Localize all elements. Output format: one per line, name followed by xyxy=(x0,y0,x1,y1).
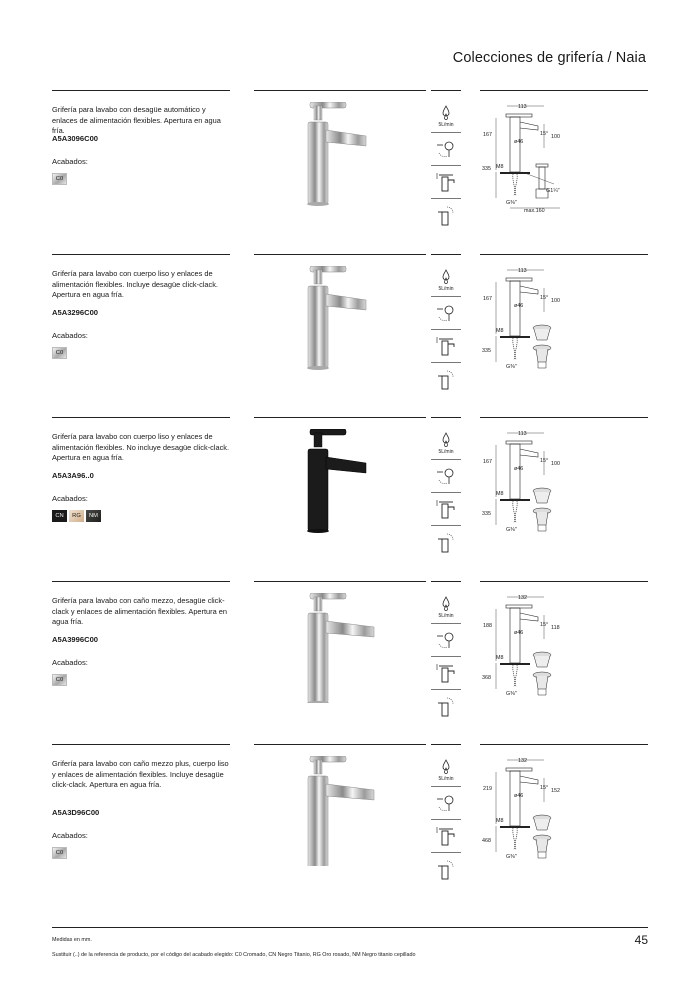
product-description: Grifería para lavabo con cuerpo liso y enlaces de alimentación flexibles. No incluye desagüe click-clack. Apertura en agua fría. xyxy=(52,432,230,463)
dim-max-length: max.160 xyxy=(524,208,545,214)
dim-spout: 152 xyxy=(551,788,560,794)
flow-rate-icon xyxy=(431,100,461,133)
dim-height: 167 xyxy=(483,296,492,302)
finishes-label: Acabados: xyxy=(52,831,88,840)
dim-thread: M8 xyxy=(496,328,504,334)
dim-diameter: ø46 xyxy=(514,630,524,636)
dim-angle: 15° xyxy=(540,131,549,137)
divider xyxy=(431,417,461,418)
dim-height: 167 xyxy=(483,132,492,138)
finish-swatch: CN xyxy=(52,510,67,522)
faucet-image xyxy=(290,429,390,539)
flow-rate-label: 5L/min xyxy=(438,448,454,455)
cold-opening-icon xyxy=(431,133,461,166)
finish-swatches xyxy=(52,674,67,686)
finish-swatches xyxy=(52,510,101,522)
technical-drawing xyxy=(480,591,570,711)
cold-opening-icon xyxy=(431,787,461,820)
divider xyxy=(254,90,426,91)
feature-icons xyxy=(431,754,461,885)
page-number: 45 xyxy=(634,933,648,947)
divider xyxy=(52,90,230,91)
faucet-image xyxy=(290,102,390,212)
rotation-angle-icon xyxy=(431,853,461,885)
faucet-image xyxy=(290,266,390,376)
dim-connection: G⅜" xyxy=(506,691,517,697)
divider xyxy=(254,254,426,255)
cold-opening-icon xyxy=(431,624,461,657)
finish-swatch: C0 xyxy=(52,347,67,359)
dim-spout: 100 xyxy=(551,134,560,140)
flow-rate-label: 5L/min xyxy=(438,612,454,619)
dim-angle: 15° xyxy=(540,622,549,628)
dim-connection: G⅜" xyxy=(506,364,517,370)
product-code: A5A3296C00 xyxy=(52,308,99,317)
divider xyxy=(431,254,461,255)
drain-drawing xyxy=(528,649,556,699)
finishes-label: Acabados: xyxy=(52,658,88,667)
footer-note-units: Medidas en mm. xyxy=(52,937,92,943)
dim-thread: M8 xyxy=(496,818,504,824)
mixer-lever-icon xyxy=(431,166,461,199)
drain-drawing xyxy=(528,812,556,862)
finishes-label: Acabados: xyxy=(52,157,88,166)
divider xyxy=(480,90,648,91)
divider xyxy=(480,744,648,745)
divider xyxy=(52,417,230,418)
feature-icons xyxy=(431,264,461,395)
technical-drawing xyxy=(480,427,570,547)
product-code: A5A3996C00 xyxy=(52,635,99,644)
rotation-angle-icon xyxy=(431,690,461,722)
dim-height: 219 xyxy=(483,786,492,792)
divider xyxy=(254,744,426,745)
cold-opening-icon xyxy=(431,297,461,330)
divider xyxy=(480,254,648,255)
divider xyxy=(480,417,648,418)
technical-drawing xyxy=(480,100,570,220)
finish-swatches xyxy=(52,347,67,359)
product-code: A5A3A96..0 xyxy=(52,471,94,480)
finishes-label: Acabados: xyxy=(52,331,88,340)
dim-length: 368 xyxy=(482,675,491,681)
finish-swatch: RG xyxy=(69,510,84,522)
page-title: Colecciones de grifería / Naia xyxy=(452,50,646,66)
product-section xyxy=(0,581,700,741)
dim-angle: 15° xyxy=(540,458,549,464)
dim-spout: 100 xyxy=(551,461,560,467)
feature-icons xyxy=(431,591,461,722)
product-description: Grifería para lavabo con cuerpo liso y enlaces de alimentación flexibles. Incluye desagüe click-clack. Apertura en agua fría. xyxy=(52,269,218,300)
dim-angle: 15° xyxy=(540,785,549,791)
dim-length: 335 xyxy=(482,166,491,172)
dim-width: 132 xyxy=(518,595,527,601)
dim-diameter: ø46 xyxy=(514,139,524,145)
finish-swatch: NM xyxy=(86,510,101,522)
divider xyxy=(52,581,230,582)
finish-swatch: C0 xyxy=(52,847,67,859)
dim-diameter: ø46 xyxy=(514,793,524,799)
mixer-lever-icon xyxy=(431,330,461,363)
product-section xyxy=(0,254,700,414)
product-section xyxy=(0,417,700,577)
feature-icons xyxy=(431,427,461,558)
feature-icons xyxy=(431,100,461,231)
dim-diameter: ø46 xyxy=(514,303,524,309)
dim-angle: 15° xyxy=(540,295,549,301)
dim-thread: M8 xyxy=(496,491,504,497)
dim-thread: M8 xyxy=(496,655,504,661)
dim-width: 113 xyxy=(518,104,527,110)
product-section xyxy=(0,744,700,904)
drain-drawing xyxy=(528,485,556,535)
divider xyxy=(480,581,648,582)
mixer-lever-icon xyxy=(431,493,461,526)
divider xyxy=(254,581,426,582)
dim-length: 335 xyxy=(482,511,491,517)
flow-rate-icon xyxy=(431,591,461,624)
product-description: Grifería para lavabo con desagüe automático y enlaces de alimentación flexibles. Apertura en agua fría. xyxy=(52,105,221,136)
flow-rate-icon xyxy=(431,754,461,787)
mixer-lever-icon xyxy=(431,657,461,690)
dim-connection: G⅜" xyxy=(506,200,517,206)
drain-drawing xyxy=(528,322,556,372)
drain-drawing xyxy=(528,158,556,208)
flow-rate-label: 5L/min xyxy=(438,285,454,292)
dim-connection: G⅜" xyxy=(506,527,517,533)
footer-divider xyxy=(52,927,648,928)
divider xyxy=(431,744,461,745)
mixer-lever-icon xyxy=(431,820,461,853)
dim-connection: G⅜" xyxy=(506,854,517,860)
finish-swatches xyxy=(52,173,67,185)
rotation-angle-icon xyxy=(431,199,461,231)
rotation-angle-icon xyxy=(431,363,461,395)
product-section xyxy=(0,90,700,250)
dim-height: 188 xyxy=(483,623,492,629)
divider xyxy=(254,417,426,418)
dim-height: 167 xyxy=(483,459,492,465)
flow-rate-icon xyxy=(431,264,461,297)
finish-swatches xyxy=(52,847,67,859)
footer-note-finishes: Sustituir (..) de la referencia de producto, por el código del acabado elegido: C0 Cromado, CN Negro Titanio, RG Oro rosado, NM Negro titanio cepillado xyxy=(52,952,416,958)
product-code: A5A3D96C00 xyxy=(52,808,100,817)
dim-width: 113 xyxy=(518,431,527,437)
faucet-image xyxy=(290,756,390,866)
divider xyxy=(431,581,461,582)
flow-rate-label: 5L/min xyxy=(438,121,454,128)
divider xyxy=(431,90,461,91)
technical-drawing xyxy=(480,264,570,384)
product-description: Grifería para lavabo con caño mezzo, desagüe click-clack y enlaces de alimentación flexibles. Apertura en agua fría. xyxy=(52,596,228,627)
dim-width: 132 xyxy=(518,758,527,764)
dim-drain-connection: G1¼" xyxy=(546,188,560,194)
product-code: A5A3096C00 xyxy=(52,134,99,143)
dim-length: 468 xyxy=(482,838,491,844)
dim-thread: M8 xyxy=(496,164,504,170)
flow-rate-label: 5L/min xyxy=(438,775,454,782)
dim-width: 113 xyxy=(518,268,527,274)
technical-drawing xyxy=(480,754,570,874)
product-description: Grifería para lavabo con caño mezzo plus, cuerpo liso y enlaces de alimentación flexibles. Incluye desagüe click-clack. Apertura en agua fría. xyxy=(52,759,229,790)
faucet-image xyxy=(290,593,390,703)
finish-swatch: C0 xyxy=(52,674,67,686)
dim-spout: 100 xyxy=(551,298,560,304)
dim-spout: 118 xyxy=(551,625,560,631)
dim-diameter: ø46 xyxy=(514,466,524,472)
divider xyxy=(52,744,230,745)
flow-rate-icon xyxy=(431,427,461,460)
dim-length: 335 xyxy=(482,348,491,354)
cold-opening-icon xyxy=(431,460,461,493)
rotation-angle-icon xyxy=(431,526,461,558)
finish-swatch: C0 xyxy=(52,173,67,185)
divider xyxy=(52,254,230,255)
finishes-label: Acabados: xyxy=(52,494,88,503)
